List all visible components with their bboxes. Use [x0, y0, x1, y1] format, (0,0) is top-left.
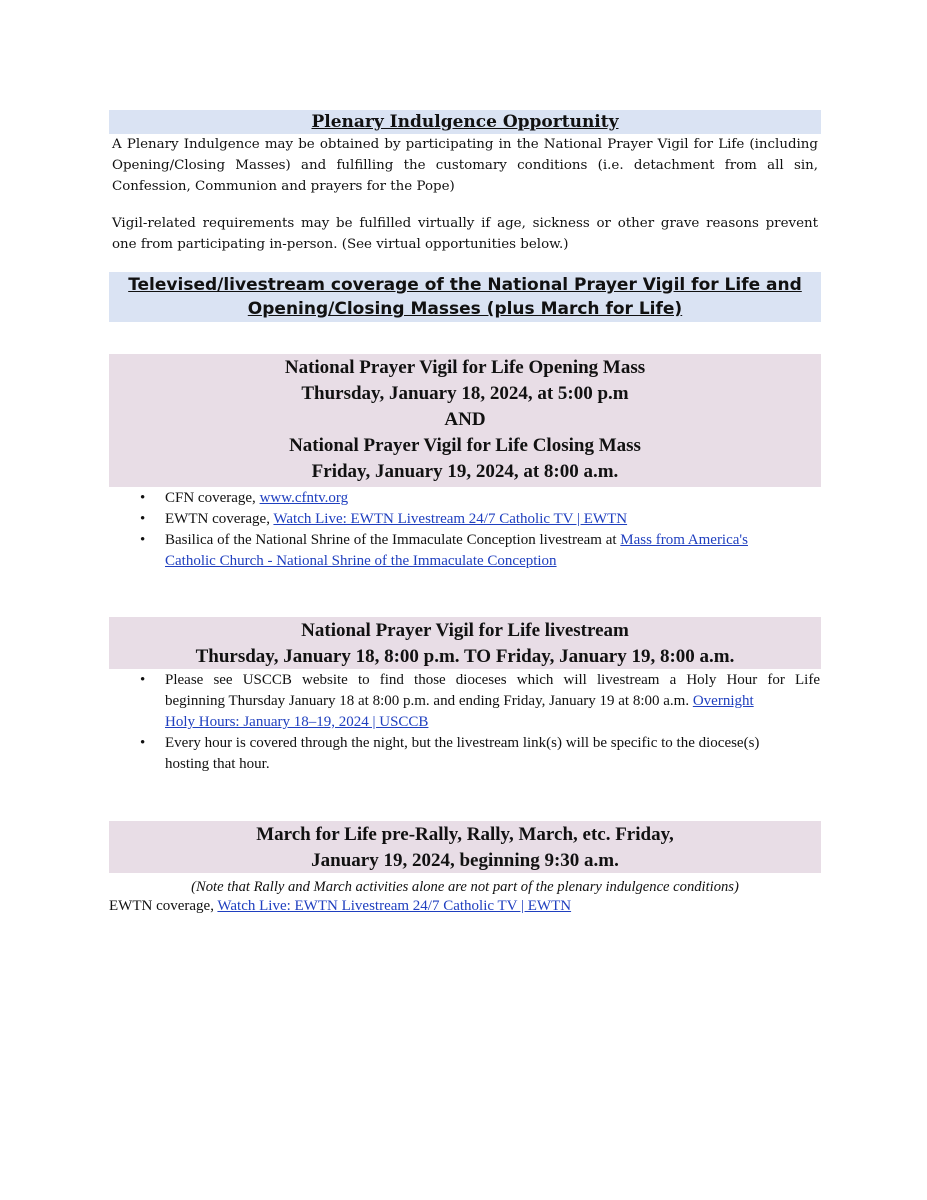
plenary-paragraph-2-line: Vigil-related requirements may be fulfilled virtually if age, sickness or other grave reasons prevent [112, 216, 818, 231]
vigil-datetime: Thursday, January 18, 8:00 p.m. TO Friday, January 19, 8:00 a.m. [195, 646, 735, 667]
basilica-coverage-label: Basilica of the National Shrine of the Immaculate Conception livestream at [165, 532, 621, 548]
cfn-coverage-label: CFN coverage, [165, 490, 260, 506]
plenary-paragraph-1-line: A Plenary Indulgence may be obtained by participating in the National Prayer Vigil for Life (including [112, 137, 818, 152]
televised-heading [109, 273, 821, 321]
plenary-paragraph-2-line: one from participating in-person. (See virtual opportunities below.) [112, 237, 569, 252]
plenary-title: Plenary Indulgence Opportunity [311, 112, 619, 132]
vigil-heading [109, 618, 821, 670]
vigil-coverage-list [140, 670, 820, 775]
closing-mass-title: National Prayer Vigil for Life Closing Mass [289, 435, 641, 456]
opening-mass-title: National Prayer Vigil for Life Opening Mass [284, 357, 646, 378]
usccb-link-part: Holy Hours: January 18–19, 2024 | USCCB [165, 714, 429, 730]
march-heading [109, 822, 821, 874]
hour-coverage-line: Every hour is covered through the night, but the livestream link(s) will be specific to the diocese(s) [165, 735, 760, 751]
basilica-link-part: Mass from America's [620, 532, 748, 548]
vigil-title: National Prayer Vigil for Life livestream [301, 620, 629, 641]
plenary-paragraph-1 [112, 134, 818, 197]
bullet-icon: • [140, 490, 146, 506]
usccb-link-part: Overnight [692, 693, 754, 709]
bullet-icon: • [140, 532, 146, 548]
bullet-icon: • [140, 735, 146, 751]
march-ewtn-link[interactable]: Watch Live: EWTN Livestream 24/7 Catholic TV | EWTN [217, 898, 572, 914]
ewtn-coverage-label: EWTN coverage, [165, 511, 274, 527]
list-item [140, 670, 820, 733]
plenary-paragraph-1-line: Opening/Closing Masses) and fulfilling the customary conditions (i.e. detachment from all sin, [112, 158, 818, 173]
and-label: AND [444, 409, 486, 430]
march-title: March for Life pre-Rally, Rally, March, etc. Friday, [256, 824, 674, 845]
list-item [140, 488, 820, 509]
masses-coverage-list [140, 488, 820, 572]
list-item [140, 530, 820, 572]
opening-mass-datetime: Thursday, January 18, 2024, at 5:00 p.m [301, 383, 629, 404]
plenary-paragraph-1-line: Confession, Communion and prayers for the Pope) [112, 179, 455, 194]
march-datetime: January 19, 2024, beginning 9:30 a.m. [311, 850, 619, 871]
plenary-paragraph-2 [112, 213, 818, 255]
closing-mass-datetime: Friday, January 19, 2024, at 8:00 a.m. [311, 461, 619, 482]
list-item [140, 509, 820, 530]
list-item [140, 733, 820, 775]
ewtn-link[interactable]: Watch Live: EWTN Livestream 24/7 Catholic TV | EWTN [273, 511, 628, 527]
televised-heading-line: Opening/Closing Masses (plus March for Life) [247, 299, 683, 319]
bullet-icon: • [140, 511, 146, 527]
hour-coverage-line: hosting that hour. [165, 756, 270, 772]
basilica-link-part: Catholic Church - National Shrine of the Immaculate Conception [165, 553, 557, 569]
march-ewtn-coverage [109, 896, 821, 916]
cfn-link[interactable]: www.cfntv.org [259, 490, 349, 506]
masses-heading [109, 355, 821, 485]
televised-heading-line: Televised/livestream coverage of the National Prayer Vigil for Life and [128, 275, 802, 295]
march-ewtn-label: EWTN coverage, [109, 898, 218, 914]
bullet-icon: • [140, 672, 146, 688]
usccb-text-line: Please see USCCB website to find those dioceses which will livestream a Holy Hour for Life [165, 672, 820, 688]
usccb-text-line: beginning Thursday January 18 at 8:00 p.m. and ending Friday, January 19 at 8:00 a.m. [165, 693, 693, 709]
plenary-note: (Note that Rally and March activities alone are not part of the plenary indulgence conditions) [191, 879, 739, 895]
